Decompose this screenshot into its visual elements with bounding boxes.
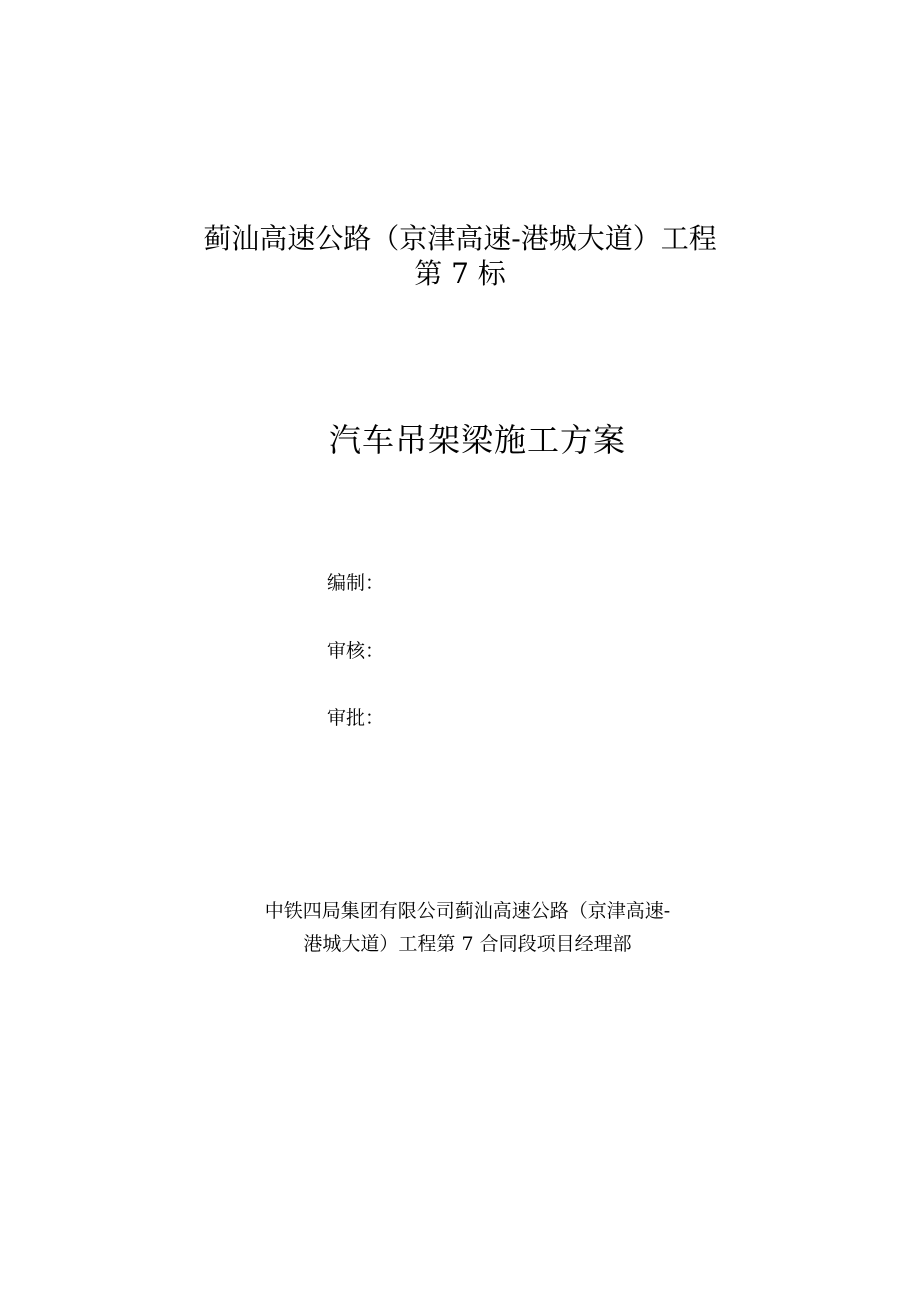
organization-line-1: 中铁四局集团有限公司蓟汕高速公路（京津高速-: [264, 900, 671, 922]
project-title-line-2: 第 7 标: [414, 257, 506, 290]
review-signature-label: 审核：: [327, 640, 385, 662]
compile-signature-label: 编制：: [327, 572, 385, 594]
document-title: 汽车吊架梁施工方案: [328, 421, 626, 459]
organization-line-2: 港城大道）工程第 7 合同段项目经理部: [303, 933, 632, 955]
project-title-line-1: 蓟汕高速公路（京津高速-港城大道）工程: [203, 222, 717, 255]
approve-signature-label: 审批：: [327, 707, 385, 729]
